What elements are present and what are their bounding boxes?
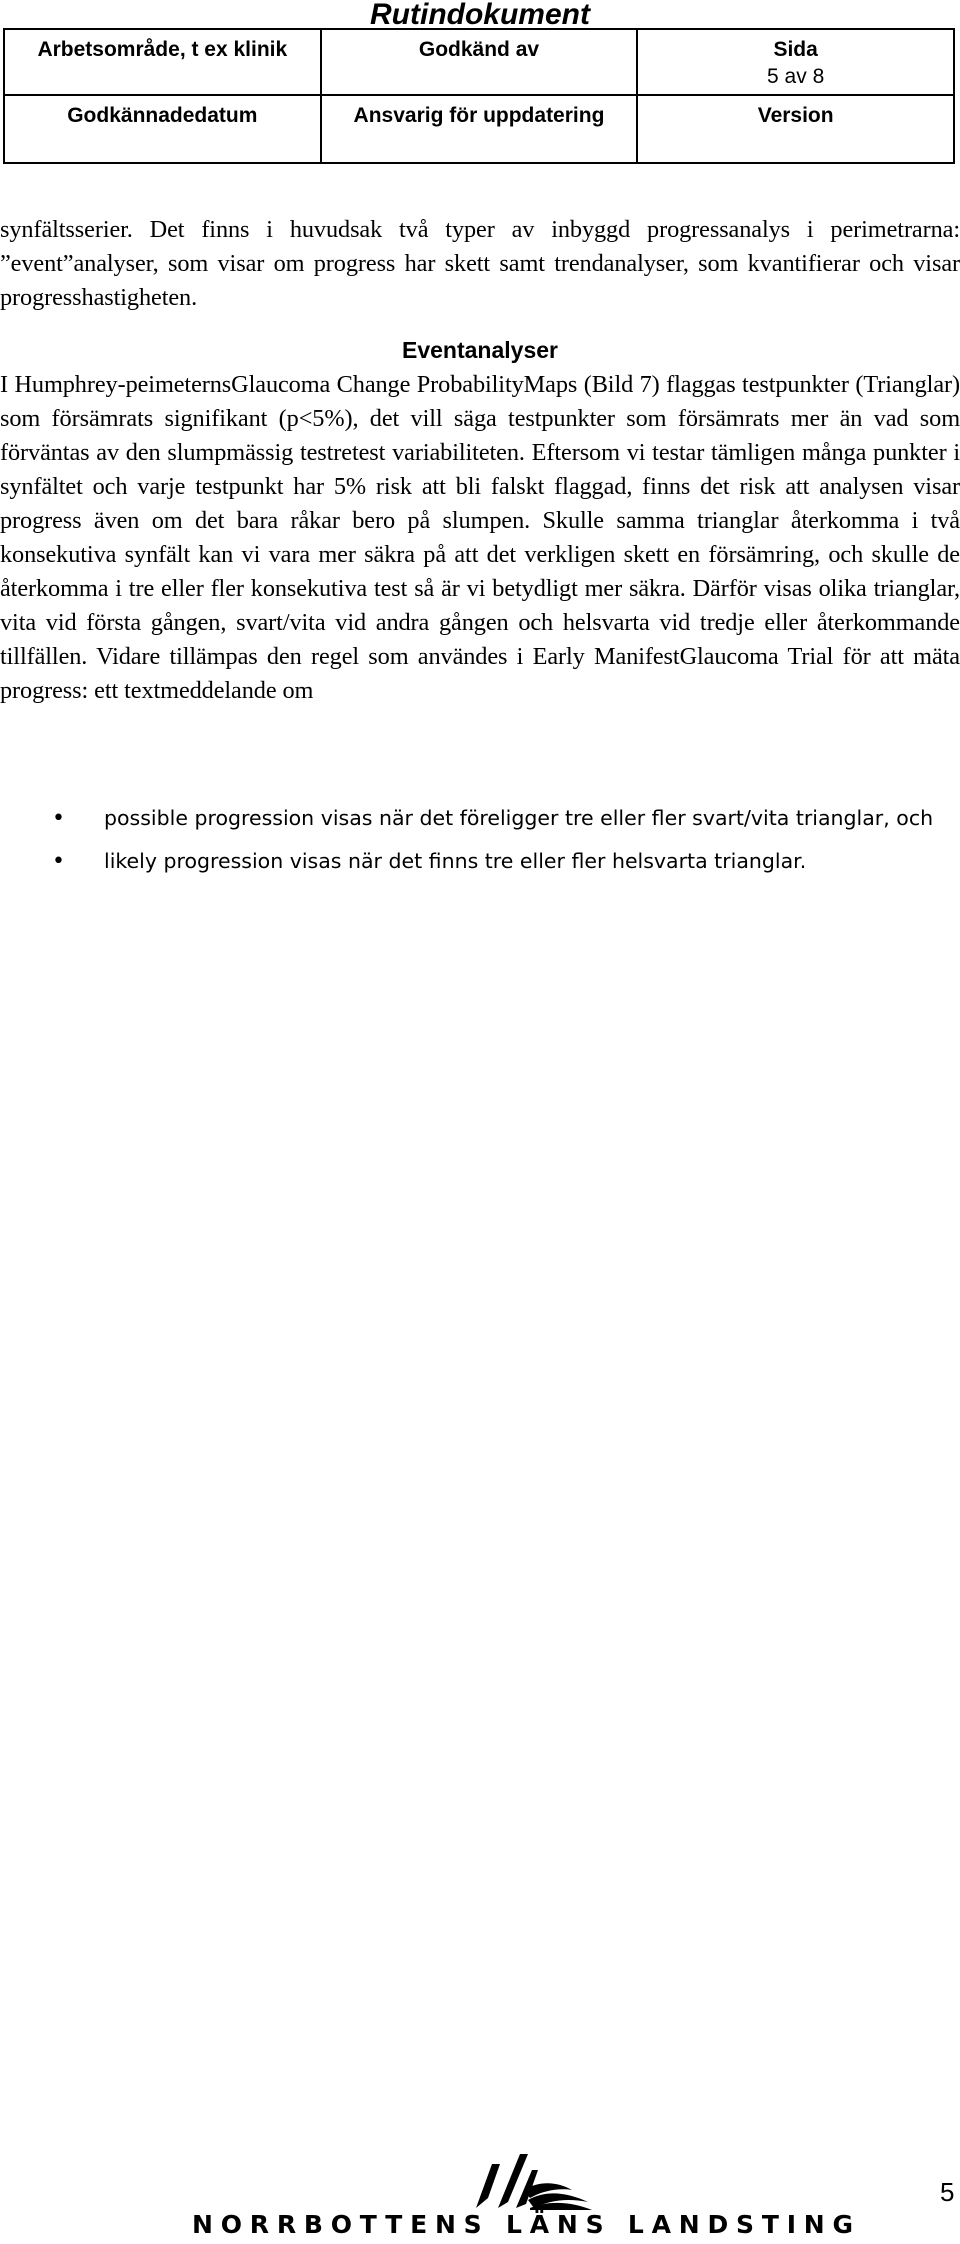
header-cell-work-area: Arbetsområde, t ex klinik <box>4 29 321 95</box>
header-cell-approval-date: Godkännadedatum <box>4 95 321 163</box>
header-table <box>3 28 955 164</box>
header-row-2 <box>4 95 954 163</box>
header-cell-approved-by: Godkänd av <box>321 29 638 95</box>
list-item <box>0 840 960 883</box>
norrbotten-logo-icon <box>468 2150 598 2212</box>
section-heading-eventanalyser: Eventanalyser <box>402 337 558 363</box>
bullet-icon: • <box>52 849 65 874</box>
paragraph-humphrey: I Humphrey-peimeternsGlaucoma Change ProbabilityMaps (Bild 7) flaggas testpunkter (Trianglar) som försämrats signifikant (p<5%), det vill säga testpunkter som försämrats mer än vad som förväntas av den slumpmässig testretest variabiliteten. Eftersom vi testar tämligen många punkter i synfältet och varje testpunkt har 5% risk att bli falskt flaggad, finns det risk att analysen visar progress även om det bara råkar bero på slumpen. Skulle samma trianglar återkomma i två konsekutiva synfält kan vi vara mer säkra på att det verkligen skett en försämring, och skulle de återkomma i tre eller fler konsekutiva test så är vi betydligt mer säkra. Därför visas olika trianglar, vita vid första gången, svart/vita vid andra gången och helsvarta vid tredje eller återkommande tillfällen. Vidare tillämpas den regel som användes i Early ManifestGlaucoma Trial för att mäta progress: ett textmeddelande om <box>0 371 960 704</box>
document-title: Rutindokument <box>370 0 590 31</box>
list-item <box>0 797 960 840</box>
header-cell-responsible: Ansvarig för uppdatering <box>321 95 638 163</box>
bullet-list <box>0 797 960 883</box>
bullet-text: likely progression visas när det finns tre eller fler helsvarta trianglar. <box>104 849 807 873</box>
page-of-value: 5 av 8 <box>767 65 825 88</box>
header-row-1 <box>4 29 954 95</box>
page-label: Sida <box>773 38 818 61</box>
bullet-icon: • <box>52 806 65 831</box>
logo-wordmark: NORRBOTTENS LÄNS LANDSTING <box>192 2210 861 2239</box>
bullet-text: possible progression visas när det föreligger tre eller fler svart/vita trianglar, och <box>104 806 934 830</box>
header-cell-page <box>637 29 954 95</box>
page-number: 5 <box>940 2177 955 2207</box>
header-cell-version: Version <box>637 95 954 163</box>
paragraph-intro: synfältsserier. Det finns i huvudsak två typer av inbyggd progressanalys i perimetrarna: ”event”analyser, som visar om progress har skett samt trendanalyser, som kvantifierar och visar progresshastigheten. <box>0 216 960 311</box>
